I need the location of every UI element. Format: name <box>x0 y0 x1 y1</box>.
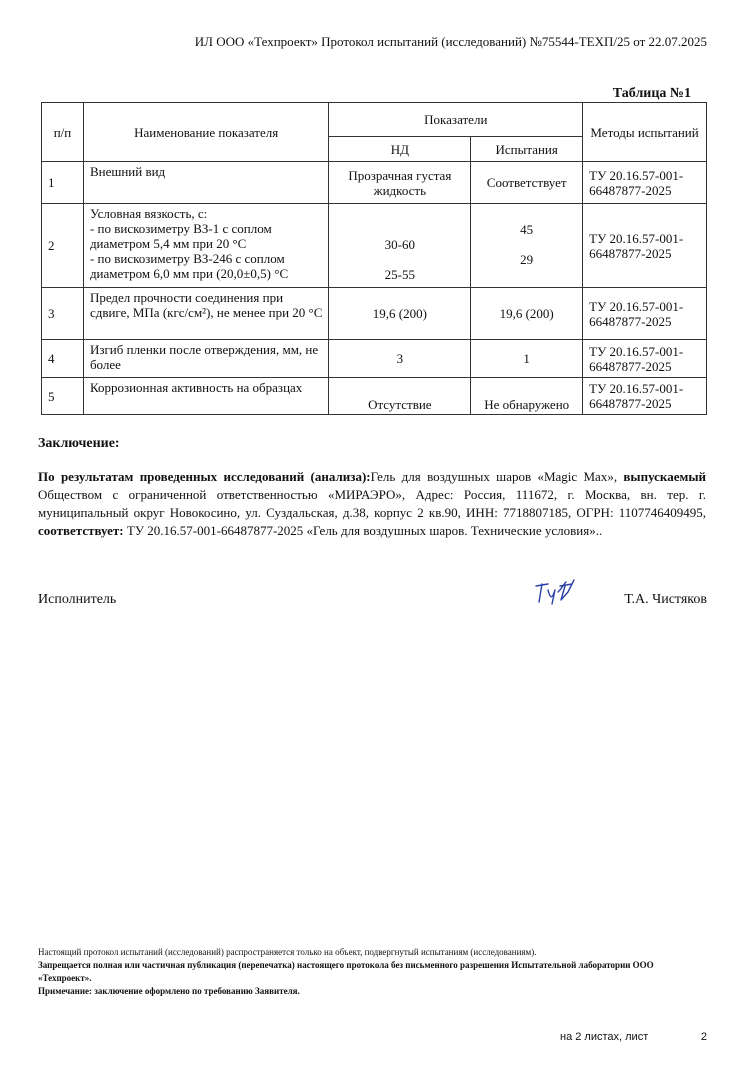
row-test-value: 45 <box>520 222 534 237</box>
table-row <box>42 288 707 340</box>
conclusion-part1: Гель для воздушных шаров «Magic Max», <box>370 469 624 484</box>
row-name: Изгиб пленки после отверждения, мм, не более <box>83 340 329 378</box>
footer-line-note: Примечание: заключение оформлено по требованию Заявителя. <box>38 986 300 996</box>
protocol-header: ИЛ ООО «Техпроект» Протокол испытаний (исследований) №75544-ТЕХП/25 от 22.07.2025 <box>194 34 707 49</box>
row-nd-value: 30-60 <box>384 237 415 252</box>
row-nd: 3 <box>329 340 471 378</box>
conclusion-issued: выпускаемый <box>623 469 706 484</box>
conclusion-complies: соответствует: <box>38 523 124 538</box>
row-name-line: - по вискозиметру ВЗ-246 с соплом <box>89 251 285 266</box>
footer-notes <box>38 946 708 998</box>
row-test-value: 29 <box>520 252 534 267</box>
row-name <box>83 204 329 288</box>
table-row <box>42 340 707 378</box>
row-nd <box>329 204 471 288</box>
row-name-line: диаметром 5,4 мм при 20 °С <box>89 236 247 251</box>
signer-name: Т.А. Чистяков <box>624 592 707 607</box>
table-caption: Таблица №1 <box>612 86 691 101</box>
row-num: 5 <box>42 378 84 415</box>
row-name: Коррозионная активность на образцах <box>83 378 329 415</box>
conclusion-lead: По результатам проведенных исследований (анализа): <box>38 469 371 484</box>
header-nd: НД <box>329 137 471 162</box>
row-nd-value: 25-55 <box>384 267 415 282</box>
footer-line-scope: Настоящий протокол испытаний (исследований) распространяется только на объект, подвергнутый испытаниям (исследованиям). <box>38 947 537 957</box>
row-method: ТУ 20.16.57-001-66487877-2025 <box>583 378 707 415</box>
header-methods: Методы испытаний <box>583 103 707 162</box>
row-test: 1 <box>471 340 583 378</box>
row-test: Не обнаружено <box>471 378 583 415</box>
row-name-line: диаметром 6,0 мм при (20,0±0,5) °С <box>89 266 289 281</box>
header-indicators: Показатели <box>329 103 583 137</box>
row-nd: Прозрачная густая жидкость <box>329 162 471 204</box>
row-method: ТУ 20.16.57-001-66487877-2025 <box>583 162 707 204</box>
results-table <box>41 102 707 415</box>
row-method: ТУ 20.16.57-001-66487877-2025 <box>583 340 707 378</box>
conclusion-title: Заключение: <box>38 436 120 451</box>
row-test: Соответствует <box>471 162 583 204</box>
table-row <box>42 162 707 204</box>
header-name: Наименование показателя <box>83 103 329 162</box>
header-test: Испытания <box>471 137 583 162</box>
conclusion-text <box>38 468 706 540</box>
conclusion-part3: ТУ 20.16.57-001-66487877-2025 «Гель для воздушных шаров. Технические условия».. <box>123 523 603 538</box>
row-method: ТУ 20.16.57-001-66487877-2025 <box>583 204 707 288</box>
row-test: 19,6 (200) <box>471 288 583 340</box>
row-nd: Отсутствие <box>329 378 471 415</box>
footer-line-prohibition: Запрещается полная или частичная публикация (перепечатка) настоящего протокола без письменного разрешения Испытательной лаборатории ООО «Техпроект». <box>38 960 654 983</box>
row-method: ТУ 20.16.57-001-66487877-2025 <box>583 288 707 340</box>
sheets-info: на 2 листах, лист <box>560 1031 649 1043</box>
row-num: 2 <box>42 204 84 288</box>
page-number: 2 <box>700 1031 707 1043</box>
row-num: 3 <box>42 288 84 340</box>
row-name: Внешний вид <box>83 162 329 204</box>
table-row <box>42 378 707 415</box>
handwritten-signature <box>532 578 582 608</box>
row-nd: 19,6 (200) <box>329 288 471 340</box>
conclusion-part2: Обществом с ограниченной ответственностью «МИРАЭРО», Адрес: Россия, 111672, г. Москва, вн. тер. г. муниципальный округ Новокосино, ул. Суздальская, д.38, корпус 2 кв.90, ИНН: 7718807185, ОГРН: 1107746409495, <box>38 487 706 520</box>
row-num: 1 <box>42 162 84 204</box>
executor-label: Исполнитель <box>38 592 117 607</box>
row-name: Предел прочности соединения при сдвиге, МПа (кгс/см²), не менее при 20 °С <box>83 288 329 340</box>
row-name-line: - по вискозиметру ВЗ-1 с соплом <box>89 221 272 236</box>
row-num: 4 <box>42 340 84 378</box>
row-name-line: Условная вязкость, с: <box>89 206 208 221</box>
header-num: п/п <box>42 103 84 162</box>
row-test <box>471 204 583 288</box>
table-row <box>42 204 707 288</box>
